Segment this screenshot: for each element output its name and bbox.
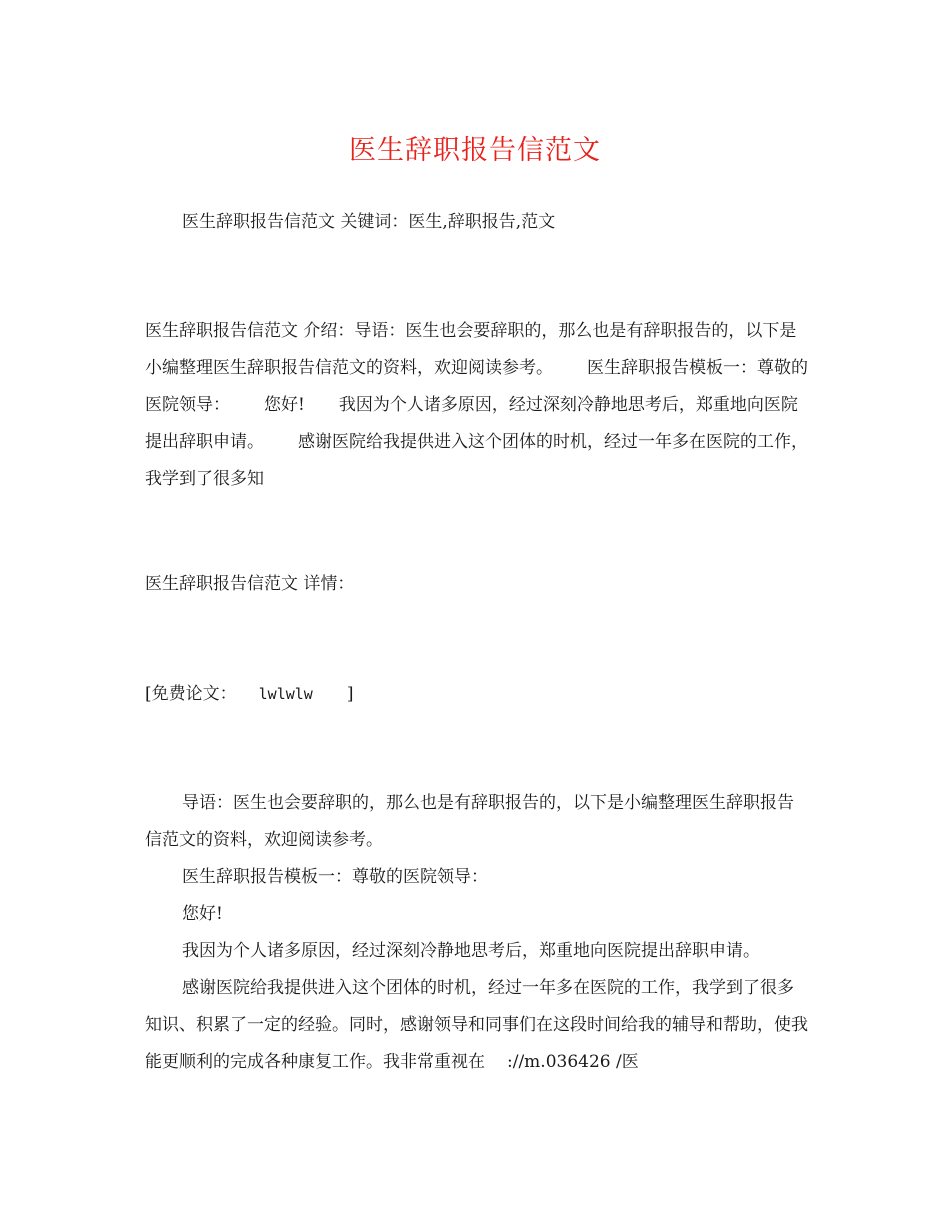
free-paper-code: lwlwlw	[258, 685, 313, 703]
body-paragraph-1: 导语：医生也会要辞职的，那么也是有辞职报告的，以下是小编整理医生辞职报告信范文的资料，欢迎阅读参考。	[145, 793, 794, 850]
body-paragraph-3: 您好!	[182, 904, 223, 924]
intro-text-1: 医生辞职报告信范文 介绍：导语：医生也会要辞职的，那么也是有辞职报告的，以下是小编整理医生辞职报告信范文的资料，欢迎阅读参考。	[145, 321, 797, 378]
free-paper-line	[145, 676, 810, 713]
body-paragraph-5-url: ://m.036426 /医	[507, 1052, 639, 1072]
free-paper-open: [免费论文：	[145, 684, 237, 704]
body-paragraph-5	[145, 970, 810, 1081]
intro-text-4: 我因为个人诸多原因，经过深刻冷静地思考后，郑重地向医院提出辞职申请。	[145, 395, 798, 452]
intro-paragraph	[145, 313, 810, 498]
free-paper-close: ]	[346, 684, 354, 704]
intro-text-3: 您好!	[264, 395, 305, 415]
intro-text-2: 医生辞职报告模板一：尊敬的医院领导：	[145, 358, 808, 415]
document-title: 医生辞职报告信范文	[349, 135, 601, 166]
details-label: 医生辞职报告信范文 详情：	[145, 574, 355, 594]
body-paragraph-4: 我因为个人诸多原因，经过深刻冷静地思考后，郑重地向医院提出辞职申请。	[182, 941, 760, 961]
intro-text-5: 感谢医院给我提供进入这个团体的时机，经过一年多在医院的工作，我学到了很多知	[145, 432, 808, 489]
body-paragraph-2: 医生辞职报告模板一：尊敬的医院领导：	[182, 867, 488, 887]
body-paragraph-5-text: 感谢医院给我提供进入这个团体的时机，经过一年多在医院的工作，我学到了很多知识、积累了一定的经验。同时，感谢领导和同事们在这段时间给我的辅导和帮助，使我能更顺利的完成各种康复工作。我非常重视在	[145, 978, 808, 1072]
keywords-line: 医生辞职报告信范文 关键词：医生,辞职报告,范文	[182, 212, 556, 232]
body-content	[145, 785, 810, 1081]
